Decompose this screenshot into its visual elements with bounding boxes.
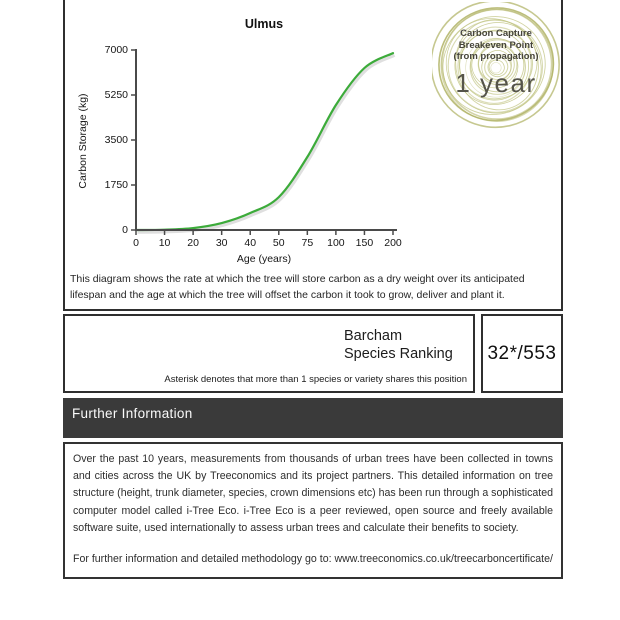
x-axis-title: Age (years) — [236, 253, 292, 265]
badge-title-line3: (from propagation) — [453, 51, 539, 62]
species-ranking-title — [344, 327, 453, 363]
y-tick-label: 0 — [122, 224, 128, 236]
x-tick-label: 0 — [133, 237, 139, 249]
x-tick-label: 150 — [355, 237, 374, 249]
breakeven-badge — [432, 2, 560, 130]
x-tick-label: 10 — [158, 237, 171, 249]
species-rank-value: 32*/553 — [487, 342, 557, 364]
methodology-link-line: For further information and detailed methodology go to: www.treeconomics.co.uk/treecarboncertificate/ — [73, 553, 553, 566]
species-ranking-box — [63, 314, 475, 393]
y-tick-label: 5250 — [104, 89, 128, 101]
x-tick-label: 40 — [244, 237, 257, 249]
ranking-label: Species Ranking — [344, 346, 453, 362]
chart-title: Ulmus — [244, 17, 284, 31]
y-tick-label: 3500 — [104, 134, 128, 146]
x-tick-label: 20 — [187, 237, 199, 249]
x-tick-label: 75 — [301, 237, 314, 249]
x-tick-label: 30 — [215, 237, 228, 249]
x-tick-label: 100 — [327, 237, 345, 249]
growth-curve — [136, 53, 395, 232]
chart-caption: This diagram shows the rate at which the tree will store carbon as a dry weight over its anticipated lifespan and the age at which the tree will offset the carbon it took to grow, deliver and plant it. — [70, 273, 525, 301]
y-axis-title: Carbon Storage (kg) — [77, 93, 89, 189]
carbon-storage-section — [63, 0, 563, 311]
asterisk-note: Asterisk denotes that more than 1 species or variety shares this position — [164, 374, 467, 385]
y-tick-label: 1750 — [104, 179, 128, 191]
page-content — [63, 0, 564, 620]
breakeven-value: 1 year — [455, 67, 537, 98]
x-tick-label: 200 — [384, 237, 402, 249]
further-information-body: Over the past 10 years, measurements from thousands of urban trees have been collected in towns and cities across the UK by Treeconomics and its project partners. This detailed information on tree structure (height, trunk diameter, species, crown dimensions etc) has been run through a sophisticated computer model called i-Tree Eco. i-Tree Eco is a peer reviewed, open source and freely available software suite, used internationally to assess urban trees and calculate their benefits to society. — [73, 453, 553, 534]
y-tick-label: 7000 — [104, 44, 128, 56]
breakeven-badge-text — [432, 2, 560, 130]
badge-title-line1: Carbon Capture — [460, 28, 532, 39]
further-information-header: Further Information — [63, 398, 563, 438]
species-rank-value-box — [481, 314, 563, 393]
ranking-org: Barcham — [344, 328, 403, 344]
further-information-box — [63, 442, 563, 579]
x-tick-label: 50 — [272, 237, 285, 249]
badge-title-line2: Breakeven Point — [458, 39, 534, 51]
